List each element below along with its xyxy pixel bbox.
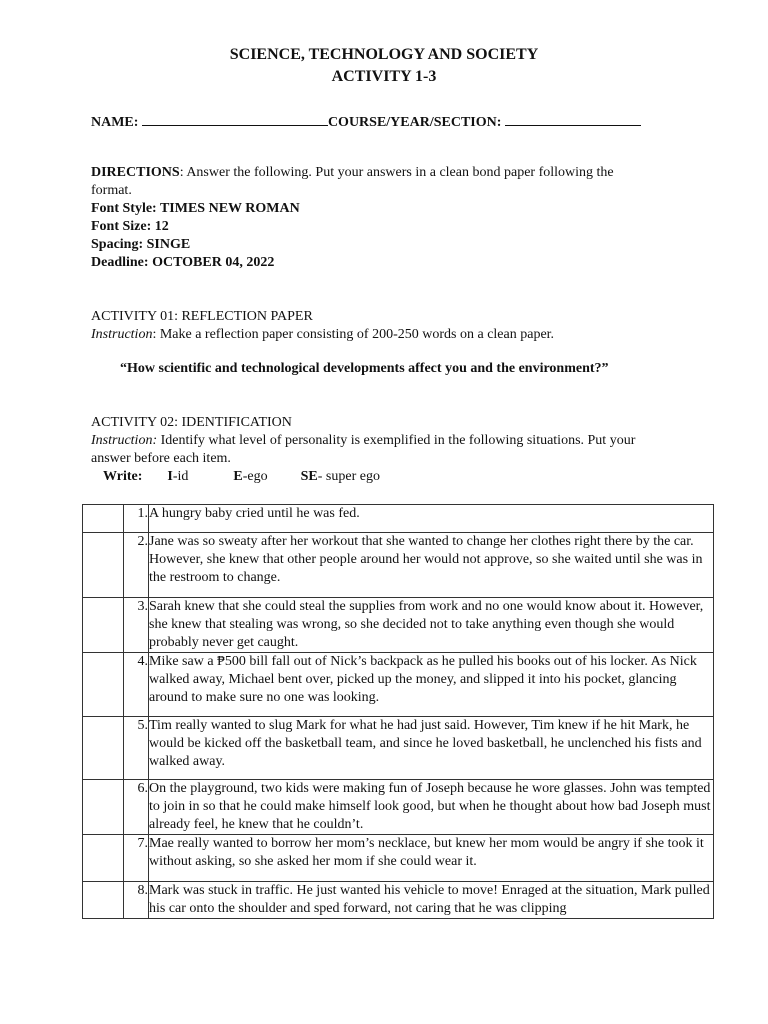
directions-line <box>91 165 614 181</box>
document-title: SCIENCE, TECHNOLOGY AND SOCIETY <box>229 46 539 63</box>
table-row <box>83 653 714 717</box>
activity1-question: “How scientific and technological developments affect you and the environment?” <box>120 361 609 376</box>
font-style-label: Font Style: <box>91 201 157 216</box>
item-text: A hungry baby cried until he was fed. <box>149 505 714 533</box>
answer-cell[interactable] <box>83 598 124 653</box>
item-text: Mae really wanted to borrow her mom’s necklace, but knew her mom would be angry if she took it without asking, so she asked her mom if she could wear it. <box>149 835 714 882</box>
answer-cell[interactable] <box>83 653 124 717</box>
deadline-value: OCTOBER 04, 2022 <box>152 255 275 270</box>
activity2-instruction-label: Instruction: <box>91 433 158 448</box>
answer-cell[interactable] <box>83 717 124 780</box>
code-superego: SE <box>300 469 318 484</box>
item-number: 4. <box>124 653 149 717</box>
activity2-instruction <box>91 433 635 449</box>
write-label: Write: <box>103 469 143 484</box>
activity2-heading: ACTIVITY 02: IDENTIFICATION <box>91 415 292 430</box>
item-number: 8. <box>124 882 149 919</box>
item-text: Sarah knew that she could steal the supplies from work and no one would know about it. However, she knew that stealing was wrong, so she decided not to take anything even though she would probably never get caught. <box>149 598 714 653</box>
table-row <box>83 780 714 835</box>
table-row <box>83 882 714 919</box>
item-number: 1. <box>124 505 149 533</box>
font-size-label: Font Size: <box>91 219 152 234</box>
deadline-line <box>91 255 274 271</box>
item-number: 3. <box>124 598 149 653</box>
item-number: 7. <box>124 835 149 882</box>
activity1-instruction <box>91 327 554 343</box>
item-number: 6. <box>124 780 149 835</box>
item-text: Jane was so sweaty after her workout that she wanted to change her clothes right there by the car. However, she knew that other people around her would not approve, so she waited until she was in the restroom to change. <box>149 533 714 598</box>
answer-cell[interactable] <box>83 533 124 598</box>
code-id: I <box>167 469 173 484</box>
spacing-label: Spacing: <box>91 237 144 252</box>
item-text: Tim really wanted to slug Mark for what he had just said. However, Tim knew if he hit Mark, he would be kicked off the basketball team, and since he loved basketball, he unclenched his fists and walked away. <box>149 717 714 780</box>
table-row <box>83 505 714 533</box>
answer-cell[interactable] <box>83 505 124 533</box>
answer-cell[interactable] <box>83 882 124 919</box>
name-course-line <box>91 112 641 131</box>
course-label: COURSE/YEAR/SECTION: <box>327 115 502 130</box>
directions-label: DIRECTIONS <box>91 165 180 180</box>
item-text: Mike saw a ₱500 bill fall out of Nick’s backpack as he pulled his books out of his locker. As Nick walked away, Michael bent over, picked up the money, and slipped it into his pocket, glancing around to make sure no one was looking. <box>149 653 714 717</box>
table-row <box>83 533 714 598</box>
activity1-instruction-text: : Make a reflection paper consisting of 200-250 words on a clean paper. <box>152 327 555 342</box>
answer-cell[interactable] <box>83 835 124 882</box>
directions-text: : Answer the following. Put your answers in a clean bond paper following the <box>179 165 614 180</box>
activity1-heading: ACTIVITY 01: REFLECTION PAPER <box>91 309 313 324</box>
item-text: On the playground, two kids were making fun of Joseph because he wore glasses. John was tempted to join in so that he could make himself look good, but when he thought about how bad Joseph must already feel, he knew that he couldn’t. <box>149 780 714 835</box>
deadline-label: Deadline: <box>91 255 149 270</box>
directions-text-cont: format. <box>91 183 132 198</box>
activity2-instruction-cont: answer before each item. <box>91 451 231 466</box>
font-size-line <box>91 219 169 235</box>
document-subtitle: ACTIVITY 1-3 <box>331 68 437 85</box>
item-number: 5. <box>124 717 149 780</box>
table-row <box>83 835 714 882</box>
font-size-value: 12 <box>154 219 169 234</box>
write-legend <box>103 469 380 485</box>
font-style-value: TIMES NEW ROMAN <box>159 201 300 216</box>
code-superego-meaning: - super ego <box>317 469 380 484</box>
code-ego: E <box>233 469 243 484</box>
course-blank[interactable] <box>505 112 641 126</box>
name-label: NAME: <box>91 115 139 130</box>
table-row <box>83 598 714 653</box>
spacing-line <box>91 237 190 253</box>
code-id-meaning: -id <box>172 469 189 484</box>
table-row <box>83 717 714 780</box>
item-number: 2. <box>124 533 149 598</box>
identification-table <box>82 504 714 919</box>
answer-cell[interactable] <box>83 780 124 835</box>
name-blank[interactable] <box>142 112 328 126</box>
font-style-line <box>91 201 300 217</box>
item-text: Mark was stuck in traffic. He just wanted his vehicle to move! Enraged at the situation, Mark pulled his car onto the shoulder and sped forward, not caring that he was clipping <box>149 882 714 919</box>
spacing-value: SINGE <box>146 237 191 252</box>
activity1-instruction-label: Instruction <box>91 327 153 342</box>
code-ego-meaning: -ego <box>242 469 268 484</box>
activity2-instruction-text: Identify what level of personality is exemplified in the following situations. Put your <box>157 433 636 448</box>
